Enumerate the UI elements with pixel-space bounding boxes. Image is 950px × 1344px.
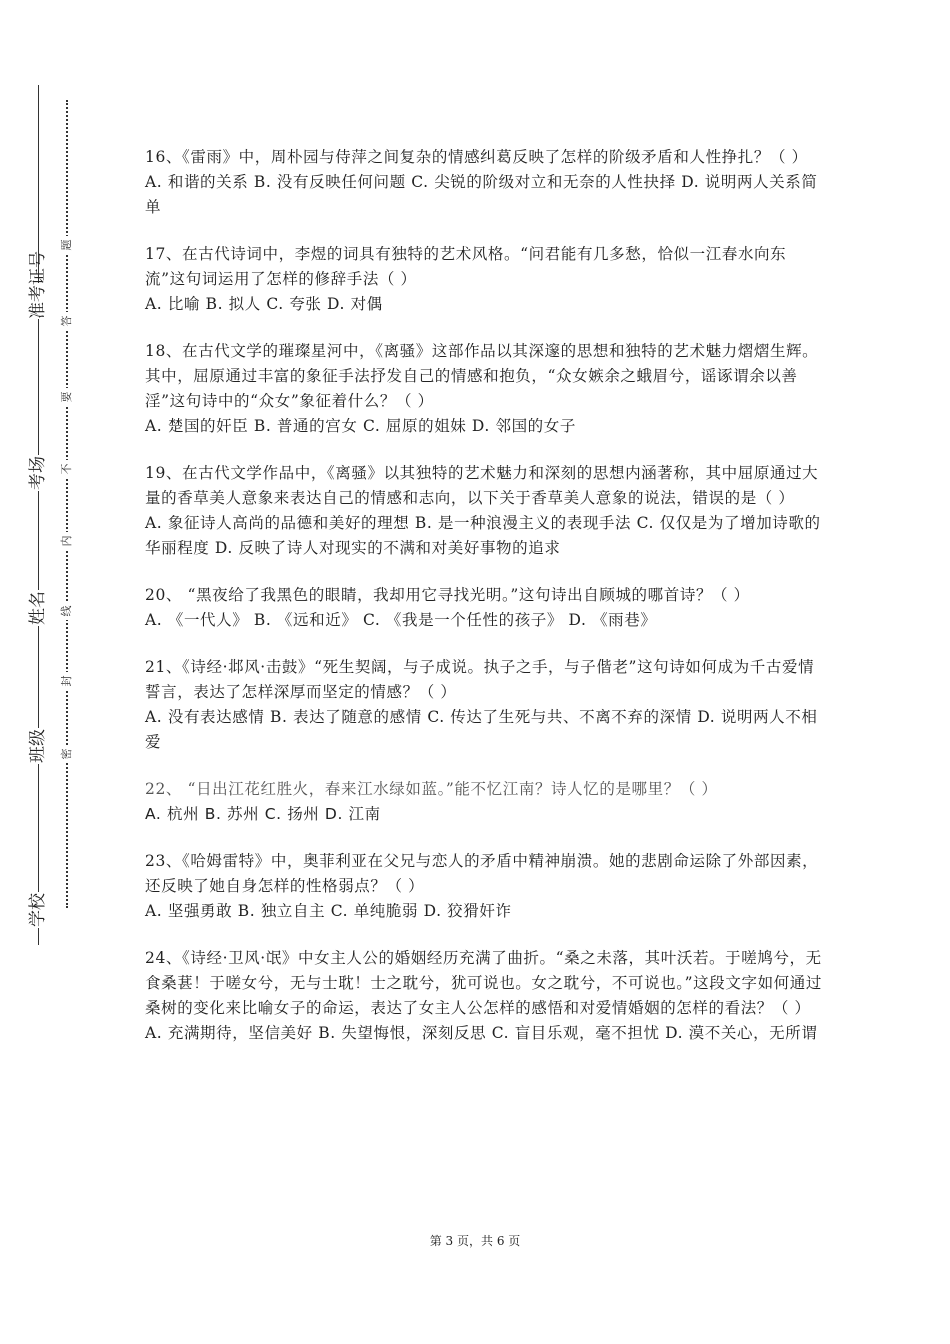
question-options: A. 没有表达感情 B. 表达了随意的感情 C. 传达了生死与共、不离不弃的深情 D. 说明两人不相爱	[145, 708, 818, 751]
question-list	[145, 145, 825, 1068]
question-options: A. 比喻 B. 拟人 C. 夸张 D. 对偶	[145, 295, 383, 313]
question-18	[145, 339, 825, 439]
field-label-school: 学校	[20, 892, 56, 928]
question-text: 18、在古代文学的璀璨星河中，《离骚》这部作品以其深邃的思想和独特的艺术魅力熠熠生辉。其中，屈原通过丰富的象征手法抒发自己的情感和抱负，“众女嫉余之蛾眉兮，谣诼谓余以善淫”这句诗中的“众女”象征着什么？（ ）	[145, 342, 819, 410]
question-19	[145, 461, 825, 561]
question-text: 17、在古代诗词中，李煜的词具有独特的艺术风格。“问君能有几多愁，恰似一江春水向东流”这句词运用了怎样的修辞手法（ ）	[145, 245, 787, 288]
question-text: 24、《诗经·卫风·氓》中女主人公的婚姻经历充满了曲折。“桑之未落，其叶沃若。于嗟鸠兮，无食桑葚！于嗟女兮，无与士耽！士之耽兮，犹可说也。女之耽兮，不可说也。”这段文字如何通过桑树的变化来比喻女子的命运，表达了女主人公怎样的感悟和对爱情婚姻的怎样的看法？（ ）	[145, 949, 822, 1017]
question-23	[145, 849, 825, 924]
field-label-class: 班级	[20, 728, 56, 764]
seal-char-da: 答	[58, 312, 76, 330]
seal-char-feng: 封	[58, 672, 76, 690]
question-17	[145, 242, 825, 317]
seal-char-ti: 题	[58, 236, 76, 254]
question-options: A. 杭州 B. 苏州 C. 扬州 D. 江南	[145, 805, 381, 823]
question-options: A. 象征诗人高尚的品德和美好的理想 B. 是一种浪漫主义的表现手法 C. 仅仅是为了增加诗歌的华丽程度 D. 反映了诗人对现实的不满和对美好事物的追求	[145, 514, 821, 557]
question-options: A. 和谐的关系 B. 没有反映任何问题 C. 尖锐的阶级对立和无奈的人性抉择 D. 说明两人关系简单	[145, 173, 818, 216]
question-text: 22、 “日出江花红胜火，春来江水绿如蓝。”能不忆江南？诗人忆的是哪里？（ ）	[145, 780, 718, 798]
question-options: A. 《一代人》 B. 《远和近》 C. 《我是一个任性的孩子》 D. 《雨巷》	[145, 611, 657, 629]
question-text: 16、《雷雨》中，周朴园与侍萍之间复杂的情感纠葛反映了怎样的阶级矛盾和人性挣扎？（ ）	[145, 148, 808, 166]
seal-char-bu: 不	[58, 460, 76, 478]
field-label-exam-room: 考场	[20, 455, 56, 491]
question-options: A. 楚国的奸臣 B. 普通的宫女 C. 屈原的姐妹 D. 邻国的女子	[145, 417, 576, 435]
question-24	[145, 946, 825, 1046]
question-options: A. 坚强勇敢 B. 独立自主 C. 单纯脆弱 D. 狡猾奸诈	[145, 902, 512, 920]
solid-binding-line	[38, 85, 39, 945]
seal-char-mi: 密	[58, 745, 76, 763]
question-text: 20、 “黑夜给了我黑色的眼睛，我却用它寻找光明。”这句诗出自顾城的哪首诗？（ ）	[145, 586, 750, 604]
question-options: A. 充满期待，坚信美好 B. 失望悔恨，深刻反思 C. 盲目乐观，毫不担忧 D. 漠不关心，无所谓	[145, 1024, 818, 1042]
seal-char-xian: 线	[58, 602, 76, 620]
seal-char-yao: 要	[58, 388, 76, 406]
seal-char-nei: 内	[58, 532, 76, 550]
binding-margin	[0, 0, 110, 1344]
dotted-seal-line	[66, 100, 68, 908]
question-text: 23、《哈姆雷特》中，奥菲利亚在父兄与恋人的矛盾中精神崩溃。她的悲剧命运除了外部因素，还反映了她自身怎样的性格弱点？（ ）	[145, 852, 819, 895]
field-label-name: 姓名	[20, 590, 56, 626]
field-label-exam-number: 准考证号	[20, 283, 56, 319]
question-16	[145, 145, 825, 220]
question-21	[145, 655, 825, 755]
page-number: 第 3 页，共 6 页	[429, 1234, 521, 1248]
question-text: 19、在古代文学作品中，《离骚》以其独特的艺术魅力和深刻的思想内涵著称，其中屈原通过大量的香草美人意象来表达自己的情感和志向，以下关于香草美人意象的说法，错误的是（ ）	[145, 464, 819, 507]
question-text: 21、《诗经·邶风·击鼓》“死生契阔，与子成说。执子之手，与子偕老”这句诗如何成为千古爱情誓言，表达了怎样深厚而坚定的情感？（ ）	[145, 658, 815, 701]
question-22	[145, 777, 825, 827]
question-20	[145, 583, 825, 633]
